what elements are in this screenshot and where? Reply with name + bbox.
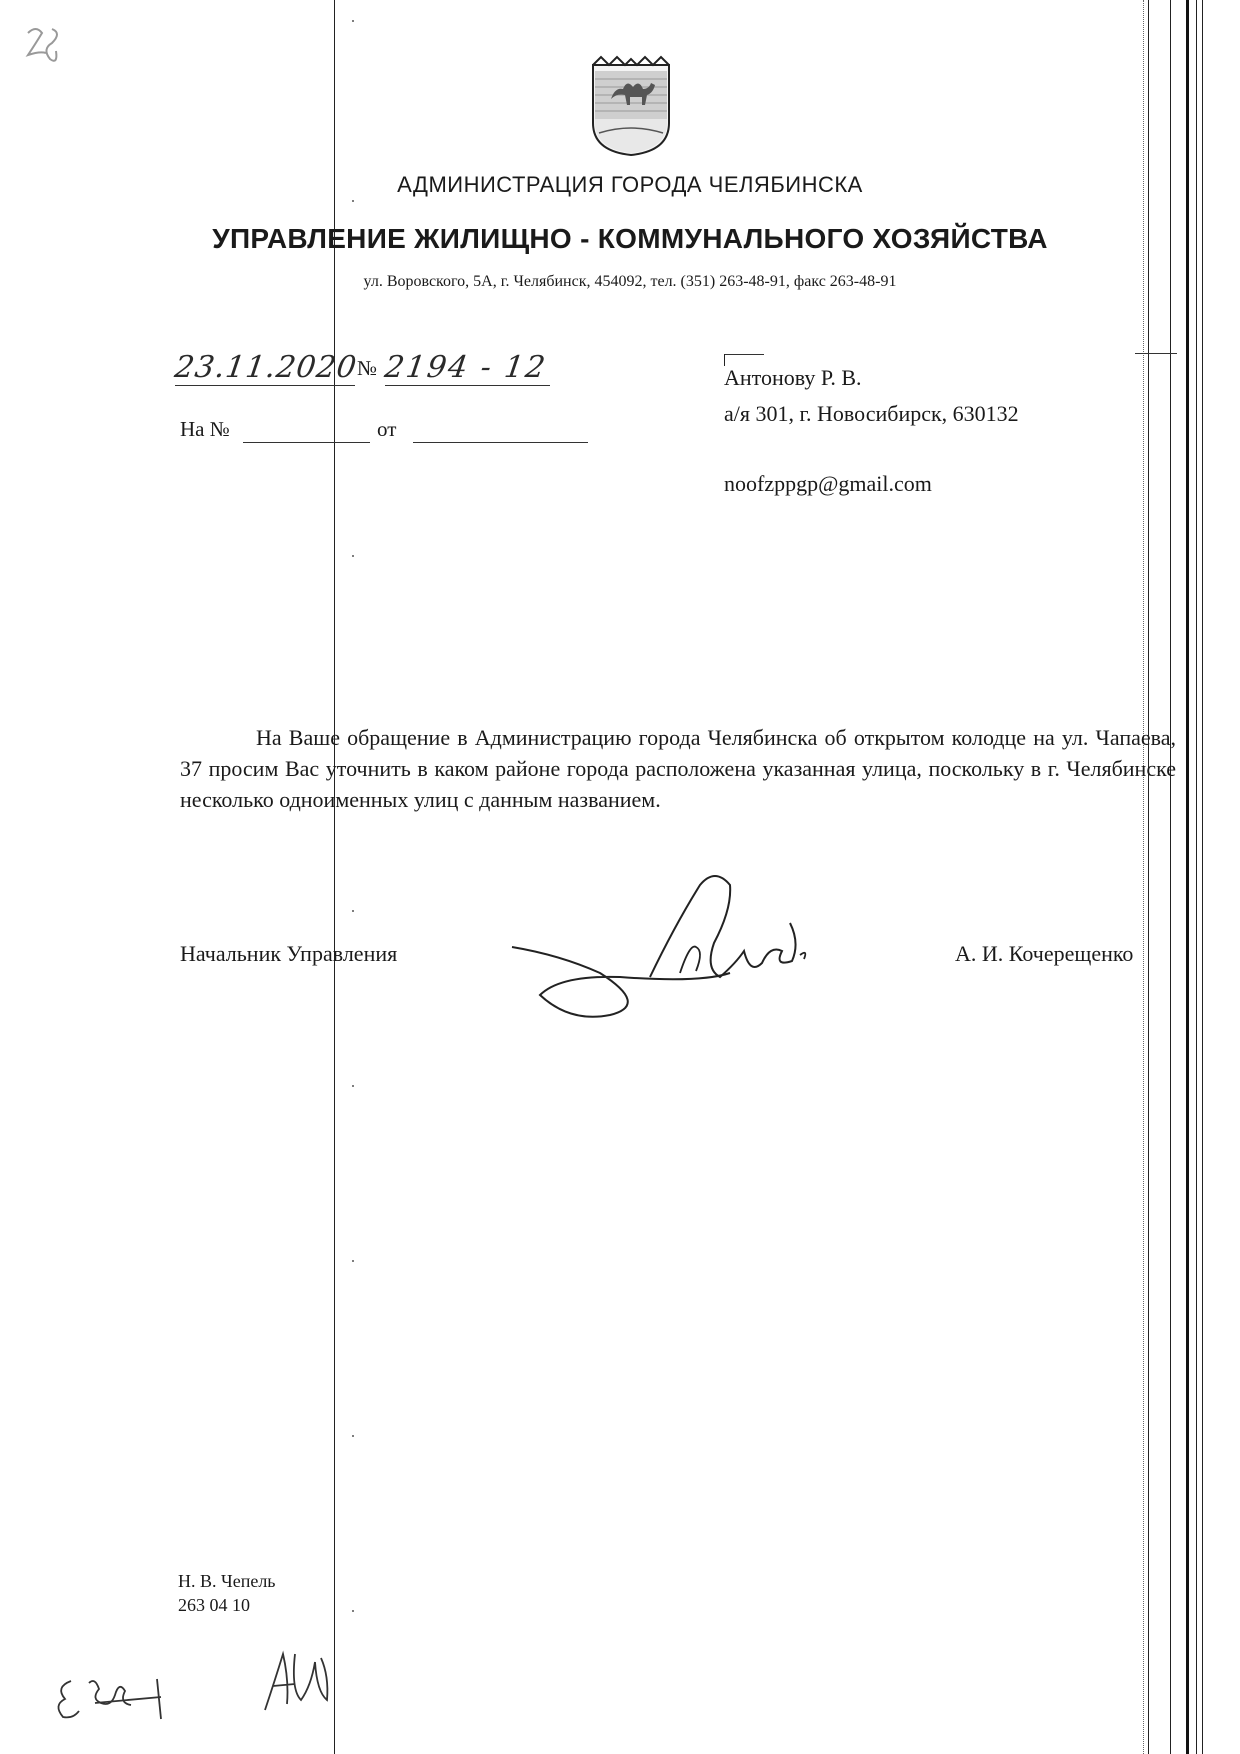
signatory-position: Начальник Управления bbox=[180, 941, 398, 966]
executor-name: Н. В. Чепель bbox=[178, 1571, 276, 1591]
scan-dot bbox=[352, 1435, 354, 1437]
outgoing-number-underline bbox=[385, 385, 550, 386]
outgoing-date-underline bbox=[175, 385, 355, 386]
scan-dot bbox=[352, 1085, 354, 1087]
scan-line-right-2 bbox=[1143, 0, 1144, 1754]
recipient-address: а/я 301, г. Новосибирск, 630132 bbox=[724, 401, 1019, 426]
scan-line-left bbox=[334, 0, 335, 1754]
scan-line-right-5 bbox=[1196, 0, 1197, 1754]
executor-phone: 263 04 10 bbox=[178, 1595, 250, 1615]
margin-page-number-note bbox=[10, 15, 70, 75]
administration-title: АДМИНИСТРАЦИЯ ГОРОДА ЧЕЛЯБИНСКА bbox=[397, 172, 863, 197]
recipient-corner-mark bbox=[724, 354, 764, 355]
scan-line-right-6 bbox=[1202, 0, 1203, 1754]
scan-line-right-4 bbox=[1186, 0, 1189, 1754]
recipient-email: noofzppgp@gmail.com bbox=[724, 471, 932, 496]
handwritten-initials-right bbox=[255, 1640, 335, 1720]
scan-dot bbox=[352, 20, 354, 22]
letter-body: На Ваше обращение в Администрацию города Челябинска об открытом колодце на ул. Чапаева, 37 просим Вас уточнить в каком районе города расположена указанная улица, поскольку в г. Челябинске несколько одноименных улиц с данным названием. bbox=[180, 725, 1176, 812]
scan-line-right-3 bbox=[1170, 0, 1171, 1754]
reply-to-number-blank bbox=[243, 442, 370, 443]
scan-dot bbox=[352, 555, 354, 557]
scan-dot bbox=[352, 200, 354, 202]
handwritten-initials-left bbox=[45, 1665, 165, 1725]
department-title: УПРАВЛЕНИЕ ЖИЛИЩНО - КОММУНАЛЬНОГО ХОЗЯЙСТВА bbox=[212, 223, 1048, 254]
outgoing-number-label: № bbox=[357, 356, 378, 380]
scan-tick-right bbox=[1135, 353, 1177, 354]
department-address: ул. Воровского, 5А, г. Челябинск, 454092, тел. (351) 263-48-91, факс 263-48-91 bbox=[363, 273, 897, 290]
executor-block bbox=[178, 1569, 276, 1617]
signatory-name: А. И. Кочерещенко bbox=[955, 941, 1134, 966]
coat-of-arms-icon bbox=[589, 53, 673, 156]
recipient-name: Антонову Р. В. bbox=[724, 365, 862, 390]
reply-to-date-label: от bbox=[377, 417, 397, 441]
scan-line-right-1 bbox=[1148, 0, 1149, 1754]
scan-dot bbox=[352, 910, 354, 912]
reply-to-date-blank bbox=[413, 442, 588, 443]
scan-dot bbox=[352, 1260, 354, 1262]
outgoing-number: 2194 - 12 bbox=[382, 350, 550, 385]
recipient-block bbox=[724, 360, 1019, 502]
reply-to-number-label: На № bbox=[180, 417, 230, 441]
scan-dot bbox=[352, 1610, 354, 1612]
handwritten-signature bbox=[500, 865, 850, 1035]
outgoing-date: 23.11.2020 bbox=[172, 350, 360, 385]
